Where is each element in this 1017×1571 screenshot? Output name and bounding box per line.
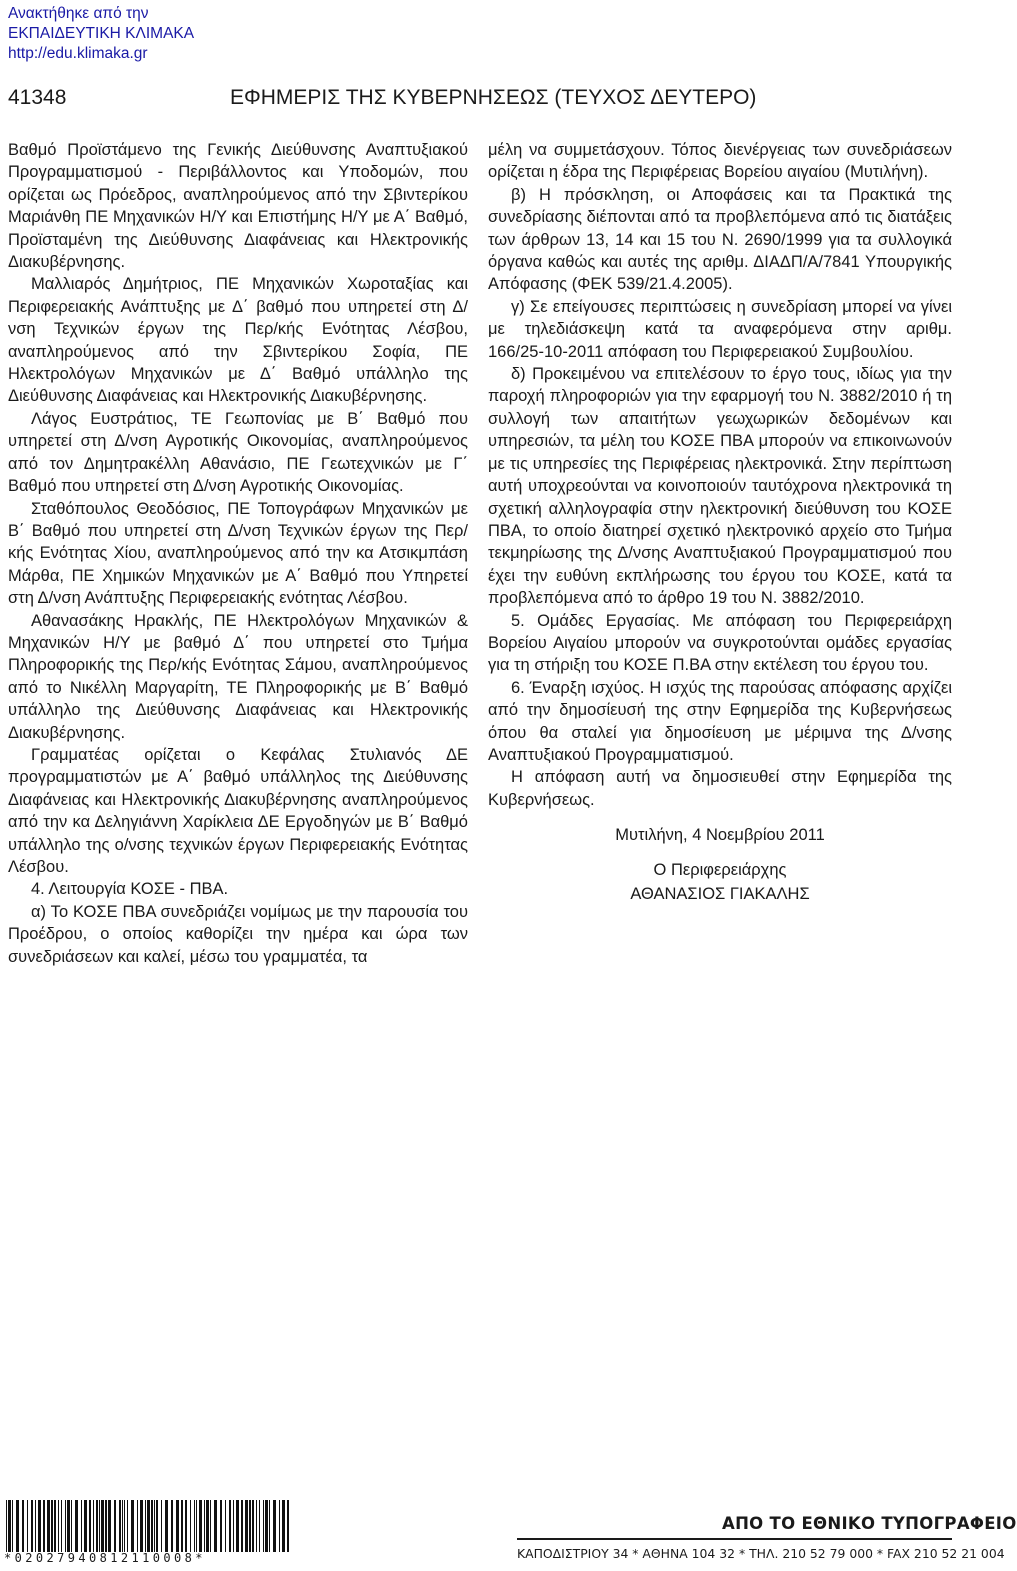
paragraph: 6. Έναρξη ισχύος. Η ισχύς της παρούσας απόφασης αρχίζει από την δημοσίευσή της στην Εφημερίδα της Κυβερνήσεως όπου θα σταλεί για δημοσίευση με μέριμνα της Δ/νσης Αναπτυξιακού Προγραμματισμού. [488,678,952,764]
barcode-bar [256,1500,257,1552]
barcode-bar [165,1500,168,1552]
barcode-bar [51,1500,53,1552]
barcode-bar [67,1500,70,1552]
footer-divider [517,1538,952,1540]
paragraph: Γραμματέας ορίζεται ο Κεφάλας Στυλιανός ΔΕ προγραμματιστών με Α΄ βαθμό υπάλληλος της Διεύθυνσης Διαφάνειας και Ηλεκτρονικής Διακυβέρνησης αναπληρούμενος από την κα Δεληγιάννη Χαρίκλεια ΔΕ Εργοδηγών με Β΄ Βαθμό υπάλληλο της ο/νσης τεχνικών έργων Περιφερειακής Ενότητας Λέσβου. [8,745,468,876]
barcode-bar [12,1500,13,1552]
paragraph: Βαθμό Προϊστάμενο της Γενικής Διεύθυνσης Αναπτυξιακού Προγραμματισμού ‑ Περιβάλλοντος και Υποδομών, που ορίζεται ως Πρόεδρος, αναπληρούμενος από την Σβιντερίκου Μαριάνθη ΠΕ Μηχανικών Η/Υ και Επιστήμης Η/Υ με Α΄ Βαθμό, Προϊσταμένη της Διεύθυνσης Διαφάνειας και Ηλεκτρονικής Διακυβέρνησης. [8,141,468,272]
barcode-bar [263,1500,264,1552]
barcode-bar [147,1500,150,1552]
barcode-bar [269,1500,270,1552]
page-number: 41348 [8,86,67,109]
barcode-bar [122,1500,123,1552]
barcode-bar [8,1500,11,1552]
barcode-bar [81,1500,82,1552]
barcode-bar [154,1500,155,1552]
barcode-bar [279,1500,280,1552]
barcode-bar [127,1500,128,1552]
paragraph: 5. Ομάδες Εργασίας. Με απόφαση του Περιφερειάρχη Βορείου Αιγαίου μπορούν να συγκροτούνται ομάδες εργασίας για τη στήριξη του ΚΟΣΕ Π.ΒΑ στην εκτέλεση του έργου του. [488,611,952,675]
paragraph: Μαλλιαρός Δημήτριος, ΠΕ Μηχανικών Χωροταξίας και Περιφερειακής Ανάπτυξης με Δ΄ βαθμό που υπηρετεί στη Δ/νση Τεχνικών έργων της Περ/κής Ενότητας Λέσβου, αναπληρούμενος από την Σβιντερίκου Σοφία, ΠΕ Ηλεκτρολόγων Μηχανικών με Δ΄ Βαθμό υπάλληλο της Διεύθυνσης Διαφάνειας και Ηλεκτρονικής Διακυβέρνησης. [8,275,468,406]
barcode-bar [185,1500,187,1552]
barcode [4,1500,294,1552]
barcode-bar [233,1500,234,1552]
barcode-bar [265,1500,268,1552]
barcode-bar [287,1500,289,1552]
barcode-bar [119,1500,121,1552]
left-column [8,139,468,968]
barcode-bar [210,1500,211,1552]
barcode-bar [54,1500,56,1552]
barcode-bar [31,1500,33,1552]
barcode-bar [38,1500,41,1552]
barcode-bar [206,1500,209,1552]
barcode-bar [190,1500,191,1552]
barcode-bar [204,1500,205,1552]
barcode-bar [71,1500,72,1552]
paragraph: Σταθόπουλος Θεοδόσιος, ΠΕ Τοπογράφων Μηχανικών με Β΄ Βαθμό που υπηρετεί στη Δ/νση Τεχνικών έργων της Περ/κής Ενότητας Χίου, αναπληρούμενος από την κα Ατσικμπάση Μάρθα, ΠΕ Χημικών Μηχανικών με Α΄ Βαθμό που Υπηρετεί στη Δ/νση Ανάπτυξης Περιφερειακής ενότητας Λέσβου. [8,499,468,608]
barcode-bar [108,1500,111,1552]
barcode-bar [273,1500,276,1552]
paragraph: γ) Σε επείγουσες περιπτώσεις η συνεδρίαση μπορεί να γίνει με τηλεδιάσκεψη κατά τα αναφερόμενα στην αριθμ. 166/25‑10‑2011 απόφαση του Περιφερειακού Συμβουλίου. [488,297,952,361]
barcode-bar [124,1500,125,1552]
barcode-bar [140,1500,143,1552]
source-line-2: ΕΚΠΑΙΔΕΥΤΙΚΗ ΚΛΙΜΑΚΑ [8,25,195,42]
barcode-bar [131,1500,134,1552]
barcode-bar [196,1500,197,1552]
barcode-bar [214,1500,217,1552]
signature-block [488,823,952,907]
source-url[interactable]: http://edu.klimaka.gr [8,45,148,62]
barcode-bar [105,1500,107,1552]
signatory-name: ΑΘΑΝΑΣΙΟΣ ΓΙΑΚΑΛΗΣ [630,885,810,904]
barcode-bar [137,1500,138,1552]
paragraph: Αθανασάκης Ηρακλής, ΠΕ Ηλεκτρολόγων Μηχανικών & Μηχανικών Η/Υ με βαθμό Δ΄ που υπηρετεί στο Τμήμα Πληροφορικής της Περ/κής Ενότητας Σάμου, αναπληρούμενος από το Νικέλλη Μαργαρίτη, ΤΕ Πληροφορικής με Β΄ Βαθμό υπάλληλο της Διεύθυνσης Διαφάνειας και Ηλεκτρονικής Διακυβέρνησης. [8,611,468,742]
barcode-bar [171,1500,173,1552]
paragraph: β) Η πρόσκληση, οι Αποφάσεις και τα Πρακτικά της συνεδρίασης διέπονται από τα προβλεπόμενα από τις διατάξεις των άρθρων 13, 14 και 15 του Ν. 2690/1999 για τα συλλογικά όργανα καθώς και αυτές της αριθμ. ΔΙΑΔΠ/Α/7841 Υπουργικής Απόφασης (ΦΕΚ 539/21.4.2005). [488,185,952,294]
barcode-bar [252,1500,254,1552]
paragraph: Λάγος Ευστράτιος, ΤΕ Γεωπονίας με Β΄ Βαθμό που υπηρετεί στη Δ/νση Αγροτικής Οικονομίας, αναπληρούμενος από τον Δημητρακέλλη Αθανάσιο, ΠΕ Γεωτεχνικών με Γ΄ Βαθμό που υπηρετεί στη Δ/νση Αγροτικής Οικονομίας. [8,409,468,496]
barcode-bar [75,1500,78,1552]
barcode-bar [89,1500,91,1552]
barcode-bar [6,1500,7,1552]
barcode-bar [229,1500,231,1552]
barcode-bar [96,1500,98,1552]
barcode-bar [114,1500,116,1552]
gazette-title: ΕΦΗΜΕΡΙΣ ΤΗΣ ΚΥΒΕΡΝΗΣΕΩΣ (ΤΕΥΧΟΣ ΔΕΥΤΕΡΟ) [230,86,757,109]
barcode-bar [99,1500,100,1552]
barcode-bar [161,1500,162,1552]
barcode-bar [27,1500,28,1552]
barcode-bar [176,1500,179,1552]
barcode-bar [236,1500,239,1552]
barcode-bar [58,1500,59,1552]
barcode-bar [282,1500,285,1552]
source-line-1: Ανακτήθηκε από την [8,5,149,22]
barcode-bar [151,1500,153,1552]
barcode-bar [84,1500,87,1552]
barcode-bar [101,1500,104,1552]
barcode-bar [16,1500,19,1552]
barcode-bar [43,1500,45,1552]
barcode-bar [35,1500,36,1552]
barcode-bar [245,1500,248,1552]
barcode-bar [22,1500,24,1552]
printer-name: ΑΠΟ ΤΟ ΕΘΝΙΚΟ ΤΥΠΟΓΡΑΦΕΙΟ [722,1514,1017,1533]
barcode-bar [259,1500,260,1552]
paragraph: α) Το ΚΟΣΕ ΠΒΑ συνεδριάζει νομίμως με την παρουσία του Προέδρου, ο οποίος καθορίζει την ημέρα και ώρα των συνεδριάσεων και καλεί, μέσω του γραμματέα, τα [8,902,468,966]
barcode-bar [220,1500,222,1552]
barcode-bar [156,1500,158,1552]
source-note [8,4,194,64]
barcode-bar [241,1500,243,1552]
right-column [488,139,952,907]
barcode-bar [145,1500,146,1552]
section-heading: 4. Λειτουργία ΚΟΣΕ ‑ ΠΒΑ. [31,880,229,899]
barcode-bar [65,1500,66,1552]
signatory-role: Ο Περιφερειάρχης [653,860,787,879]
paragraph: Η απόφαση αυτή να δημοσιευθεί στην Εφημερίδα της Κυβερνήσεως. [488,768,952,809]
barcode-bar [249,1500,251,1552]
paragraph: μέλη να συμμετάσχουν. Τόπος διενέργειας των συνεδριάσεων ορίζεται η έδρα της Περιφέρειας Βορείου αιγαίου (Μυτιλήνη). [488,141,952,182]
barcode-bar [61,1500,62,1552]
barcode-bar [225,1500,226,1552]
barcode-number: *02027940812110008* [4,1551,206,1565]
barcode-bar [47,1500,50,1552]
paragraph: δ) Προκειμένου να επιτελέσουν το έργο τους, ιδίως για την παροχή πληροφοριών για την εφαρμογή του Ν. 3882/2010 ή τη συλλογή των απαιτήτων γεωχωρικών δεδομένων και υπηρεσιών, τα μέλη του ΚΟΣΕ ΠΒΑ μπορούν να επικοινωνούν με τις υπηρεσίες της Περιφέρειας ηλεκτρονικά. Στην περίπτωση αυτή υποχρεούνται να κοινοποιούν ταυτόχρονα ηλεκτρονικά τη σχετική αλληλογραφία στην ηλεκτρονική διεύθυνση του ΚΟΣΕ ΠΒΑ, το οποίο διατηρεί σχετικό ηλεκτρονικό αρχείο στο Τμήμα τεκμηρίωσης της Δ/νσης Αναπτυξιακού Προγραμματισμού που έχει την ευθύνη εκπλήρωσης του έργου του ΚΟΣΕ, κατά τα προβλεπόμενα από το άρθρο 19 του Ν. 3882/2010. [488,365,952,608]
printer-contact: ΚΑΠΟΔΙΣΤΡΙΟΥ 34 * ΑΘΗΝΑ 104 32 * ΤΗΛ. 210 52 79 000 * FAX 210 52 21 004 [517,1546,1005,1561]
barcode-bar [199,1500,202,1552]
barcode-bar [181,1500,183,1552]
barcode-bar [93,1500,94,1552]
barcode-bar [194,1500,195,1552]
place-date: Μυτιλήνη, 4 Νοεμβρίου 2011 [615,826,825,845]
